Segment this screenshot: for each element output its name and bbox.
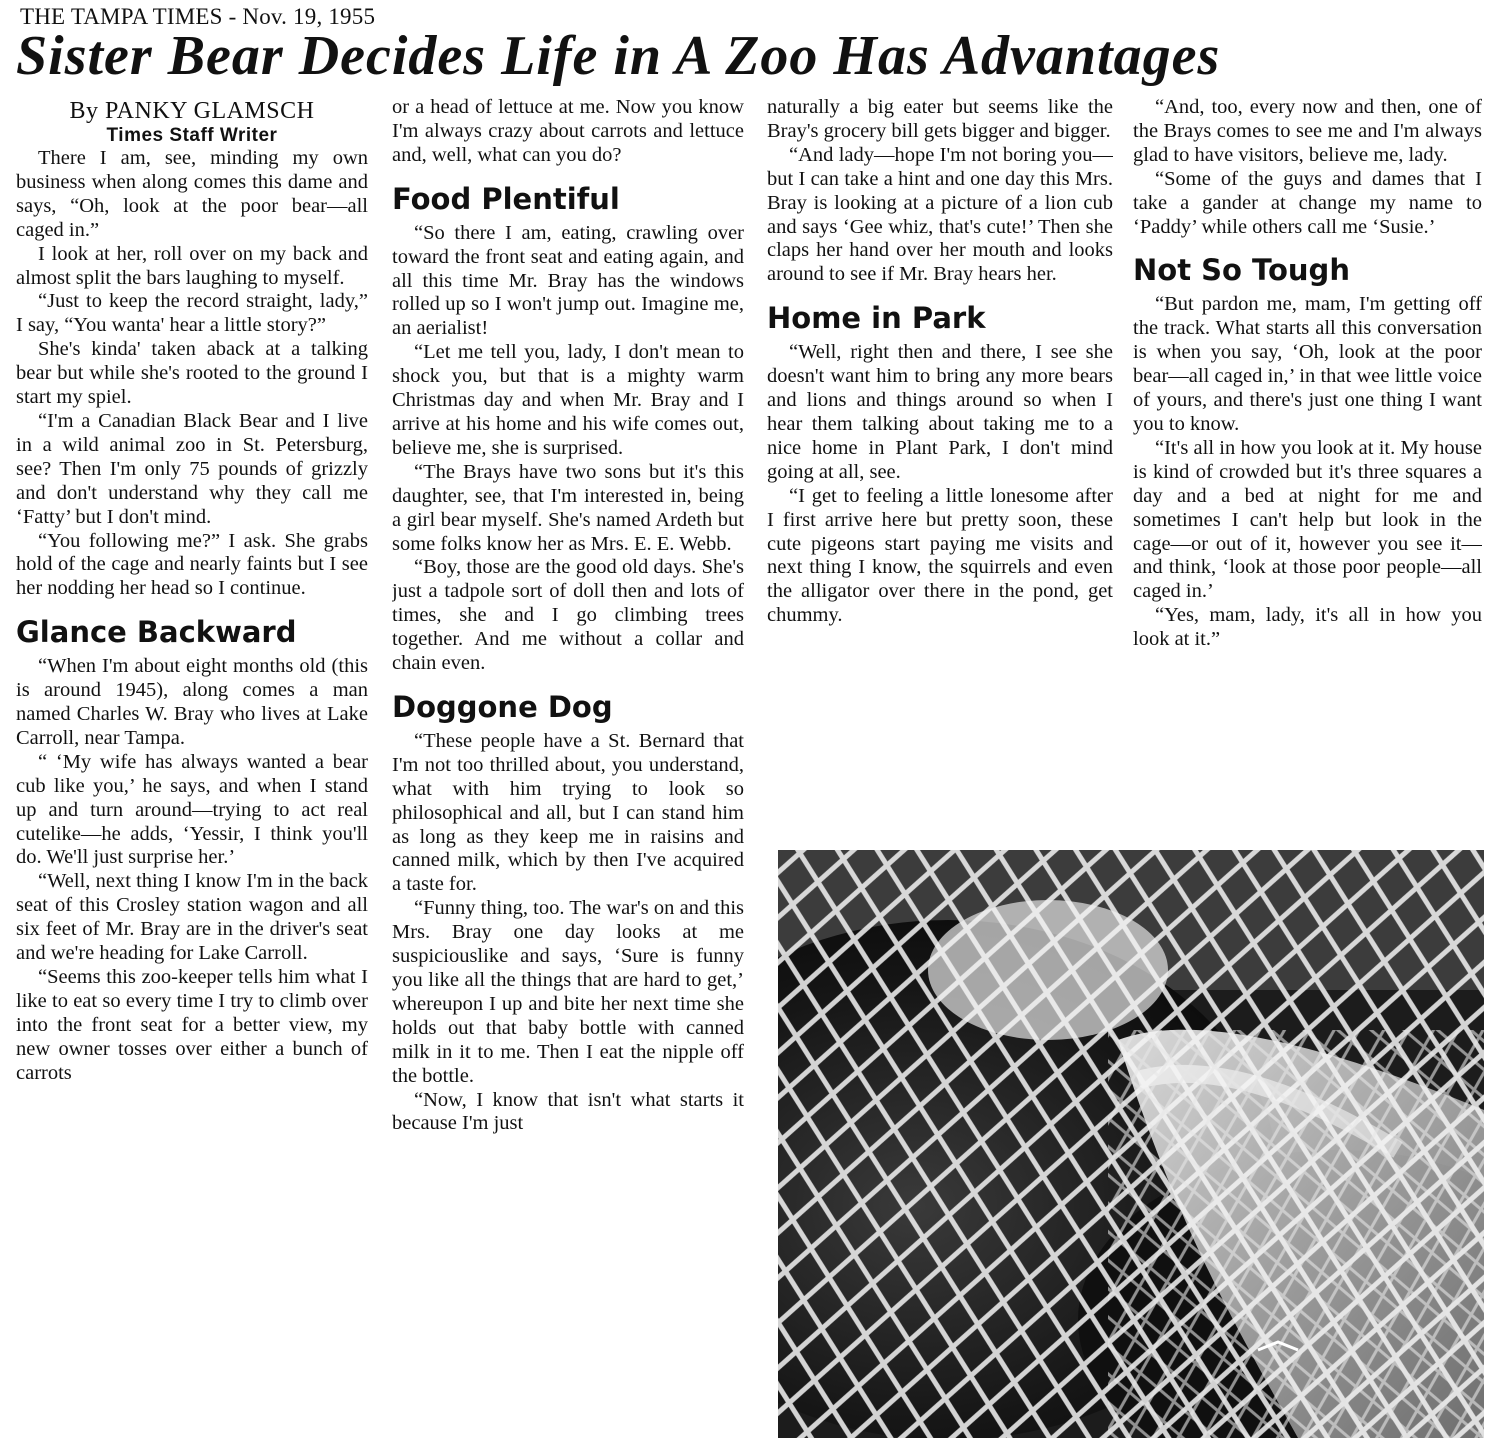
staff-credit: Times Staff Writer: [106, 125, 278, 146]
paragraph: “Boy, those are the good old days. She's just a tadpole sort of doll then and lots of times, she and I go climbing trees together. And me without a collar and chain even.: [392, 556, 744, 675]
column-2: [392, 96, 744, 1450]
subhead-home-in-park: Home in Park: [767, 301, 986, 336]
paragraph: There I am, see, minding my own business when along comes this dame and says, “Oh, look at the poor bear—all caged in.”: [16, 147, 368, 241]
dateline: THE TAMPA TIMES - Nov. 19, 1955: [20, 4, 376, 29]
paragraph: “These people have a St. Bernard that I'm not too thrilled about, you understand, what with him trying to look so philosophical and all, but I can stand him as long as they keep me in raisins and canned milk, which by then I've acquired a taste for.: [392, 729, 744, 896]
paragraph: “Let me tell you, lady, I don't mean to shock you, but that is a mighty warm Christmas day and when Mr. Bray and I arrive at his home and his wife comes out, believe me, she is surprised.: [392, 341, 744, 459]
paragraph: “So there I am, eating, crawling over toward the front seat and eating again, and all this time Mr. Bray has the windows rolled up so I won't jump out. Imagine me, an aerialist!: [392, 221, 744, 340]
bear-photo: [778, 850, 1484, 1438]
subhead-glance-backward: Glance Backward: [16, 615, 297, 650]
paragraph: “Funny thing, too. The war's on and this Mrs. Bray one day looks at me suspiciouslike and says, ‘Sure is funny you like all the things that are hard to get,’ whereupon I up and bite her next time she holds out that baby bottle with canned milk in it to me. Then I eat the nipple off the bottle.: [392, 897, 744, 1087]
paragraph: “I get to feeling a little lonesome after I first arrive here but pretty soon, these cute pigeons start paying me visits and next thing I know, the squirrels and even the alligator over there in the pond, get chummy.: [767, 484, 1113, 627]
paragraph: “When I'm about eight months old (this is around 1945), along comes a man named Charles W. Bray who lives at Lake Carroll, near Tampa.: [16, 655, 368, 749]
paragraph: “Now, I know that isn't what starts it because I'm just: [392, 1088, 744, 1135]
paragraph: or a head of lettuce at me. Now you know I'm always crazy about carrots and lettuce and, well, what can you do?: [392, 96, 744, 166]
headline: Sister Bear Decides Life in A Zoo Has Advantages: [16, 25, 1221, 87]
paragraph: “Just to keep the record straight, lady,” I say, “You wanta' hear a little story?”: [16, 290, 368, 337]
subhead-doggone-dog: Doggone Dog: [392, 689, 613, 724]
column-1: [16, 96, 368, 1450]
paragraph: “Seems this zoo-keeper tells him what I like to eat so every time I try to climb over into the front seat for a better view, my new owner tosses over either a bunch of carrots: [16, 966, 368, 1084]
bear-behind-fence-photo-icon: [778, 850, 1484, 1438]
paragraph: “But pardon me, mam, I'm getting off the track. What starts all this conversation is when you say, ‘Oh, look at the poor bear—all caged in,’ in that wee little voice of yours, and there's just one thing I want you to know.: [1133, 293, 1482, 435]
paragraph: “ ‘My wife has always wanted a bear cub like you,’ he says, and when I stand up and turn around—trying to act real cutelike—he adds, ‘Yessir, I think you'll do. We'll just surprise her.’: [16, 750, 368, 869]
paragraph: “Well, next thing I know I'm in the back seat of this Crosley station wagon and all six feet of Mr. Bray are in the driver's seat and we're heading for Lake Carroll.: [16, 870, 368, 965]
paragraph: She's kinda' taken aback at a talking bear but while she's rooted to the ground I start my spiel.: [16, 338, 368, 409]
paragraph: “And lady—hope I'm not boring you—but I can take a hint and one day this Mrs. Bray is looking at a picture of a lion cub and says ‘Gee whiz, that's cute!’ Then she claps her hand over her mouth and looks around to see if Mr. Bray hears her.: [767, 143, 1113, 286]
column-3: [767, 96, 1113, 824]
paragraph: I look at her, roll over on my back and almost split the bars laughing to myself.: [16, 242, 368, 289]
paragraph: “And, too, every now and then, one of the Brays comes to see me and I'm always glad to have visitors, believe me, lady.: [1133, 96, 1482, 166]
paragraph: naturally a big eater but seems like the Bray's grocery bill gets bigger and bigger.: [767, 96, 1113, 142]
paragraph: “The Brays have two sons but it's this daughter, see, that I'm interested in, being a girl bear myself. She's named Ardeth but some folks know her as Mrs. E. E. Webb.: [392, 460, 744, 555]
paragraph: “I'm a Canadian Black Bear and I live in a wild animal zoo in St. Petersburg, see? Then I'm only 75 pounds of grizzly and don't understand why they call me ‘Fatty’ but I don't mind.: [16, 409, 368, 528]
column-4: [1133, 96, 1482, 841]
paragraph: “Yes, mam, lady, it's all in how you look at it.”: [1133, 604, 1482, 651]
subhead-not-so-tough: Not So Tough: [1133, 253, 1350, 288]
byline: By PANKY GLAMSCH: [69, 98, 315, 124]
paragraph: “Some of the guys and dames that I take a gander at change my name to ‘Paddy’ while others call me ‘Susie.’: [1133, 167, 1482, 238]
subhead-food-plentiful: Food Plentiful: [392, 181, 620, 216]
paragraph: “It's all in how you look at it. My house is kind of crowded but it's three squares a day and a bed at night for me and sometimes I can't help but look in the cage—or out of it, however you see it—and think, ‘look at those poor people—all caged in.’: [1133, 436, 1482, 603]
paragraph: “You following me?” I ask. She grabs hold of the cage and nearly faints but I see her nodding her head so I continue.: [16, 529, 368, 600]
paragraph: “Well, right then and there, I see she doesn't want him to bring any more bears and lions and things around so when I hear them talking about taking me to a nice home in Plant Park, I don't mind going at all, see.: [767, 341, 1113, 483]
